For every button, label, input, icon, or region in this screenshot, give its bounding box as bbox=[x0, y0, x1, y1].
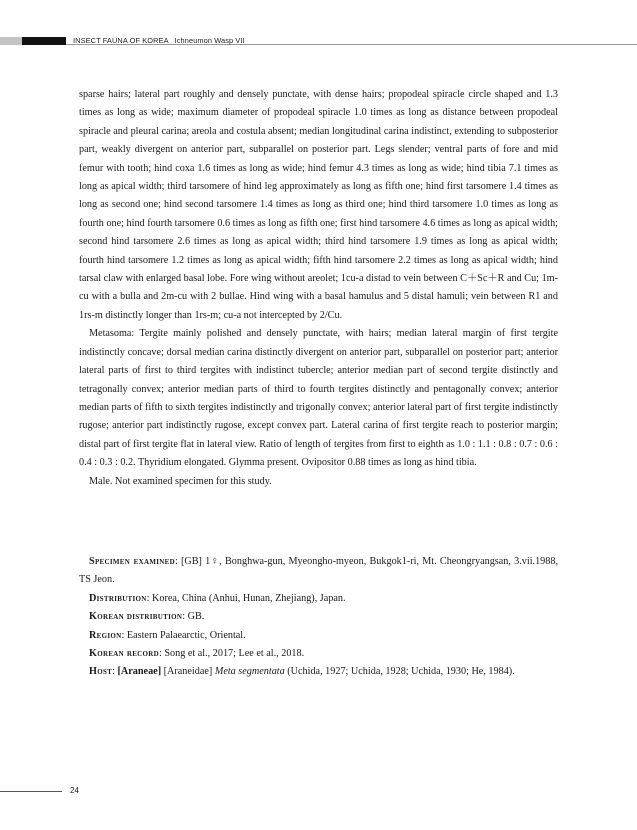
korean-record-entry bbox=[79, 645, 558, 663]
description-paragraph: sparse hairs; lateral part roughly and densely punctate, with dense hairs; propodeal spiracle circle shaped and 1.3 times as long as wide; maximum diameter of propodeal spiracle 1.0 times as long as distance between propodeal spiracle and pleural carina; areola and costula absent; median longitudinal carina indistinct, extending to subposterior part, weakly divergent on anterior part, subparallel on posterior part. Legs slender; ventral parts of fore and mid femur with tooth; hind coxa 1.6 times as long as wide; hind femur 4.3 times as long as wide; hind tibia 7.1 times as long as apical width; third tarsomere of hind leg approximately as long as fifth one; hind first tarsomere 1.4 times as long as second one; hind second tarsomere 1.4 times as long as third one; hind third tarsomere 1.0 times as long as fourth one; hind fourth tarsomere 0.6 times as long as fifth one; first hind tarsomere 4.6 times as long as apical width; second hind tarsomere 2.6 times as long as apical width; third hind tarsomere 1.9 times as long as apical width; fourth hind tarsomere 1.2 times as long as apical width; fifth hind tarsomere 2.2 times as long as apical width; hind tarsal claw with enlarged basal lobe. Fore wing without areolet; 1cu-a distad to vein between C＋Sc＋R and Cu; 1m-cu with a bulla and 2m-cu with 2 bullae. Hind wing with a basal hamulus and 5 distal hamuli; vein between R1 and 1rs-m distinctly longer than 1rs-m; cu-a not intercepted by 2/Cu. bbox=[79, 89, 558, 321]
running-header bbox=[73, 36, 245, 45]
metasoma-paragraph: Metasoma: Tergite mainly polished and densely punctate, with hairs; median lateral margin of first tergite indistinctly concave; dorsal median carina distinctly divergent on anterior part, subparallel on posterior part; anterior lateral parts of first to third tergites with indistinct tubercle; anterior median part of second tergite distinctly and tetragonally convex; anterior median parts of third to fourth tergites distinctly and pentagonally convex; anterior median parts of fifth to sixth tergites indistinctly and trigonally convex; anterior lateral part of first tergite indistinctly rugose; anterior part indistinctly rugose, except convex part. Lateral carina of first tergite reach to posterior margin; distal part of first tergite flat in lateral view. Ratio of length of tergites from first to eighth as 1.0 : 1.1 : 0.8 : 0.7 : 0.6 : 0.4 : 0.3 : 0.2. Thyridium elongated. Glymma present. Ovipositor 0.88 times as long as hind tibia. bbox=[79, 328, 558, 469]
specimen-examined-entry bbox=[79, 553, 558, 590]
korean-distribution-label: Korean distribution bbox=[89, 611, 183, 623]
host-label: Host bbox=[89, 666, 113, 678]
distribution-text: : Korea, China (Anhui, Hunan, Zhejiang), Japan. bbox=[146, 592, 346, 604]
page-number: 24 bbox=[70, 786, 79, 795]
male-paragraph: Male. Not examined specimen for this study. bbox=[89, 475, 272, 487]
specimen-records bbox=[79, 553, 558, 682]
korean-record-text: : Song et al., 2017; Lee et al., 2018. bbox=[159, 648, 305, 660]
header-black-bar bbox=[22, 37, 66, 45]
distribution-label: Distribution bbox=[89, 592, 147, 604]
specimen-examined-label: Specimen examined bbox=[89, 556, 175, 567]
distribution-entry bbox=[79, 590, 558, 608]
host-order: [Araneae] bbox=[117, 666, 162, 678]
host-entry bbox=[79, 663, 558, 681]
series-title: INSECT FAUNA OF KOREA bbox=[73, 36, 169, 45]
region-text: : Eastern Palaearctic, Oriental. bbox=[121, 629, 246, 641]
korean-distribution-entry bbox=[79, 608, 558, 626]
footer-rule bbox=[0, 791, 62, 792]
korean-record-label: Korean record bbox=[89, 648, 159, 660]
header-gray-bar bbox=[0, 37, 22, 45]
species-description bbox=[79, 86, 558, 491]
specimen-examined-text: : [GB] 1♀, Bonghwa-gun, Myeongho-myeon, Bukgok1-ri, Mt. Cheongryangsan, 3.vii.1988, TS Jeon. bbox=[79, 556, 558, 586]
region-label: Region bbox=[89, 629, 122, 641]
region-entry bbox=[79, 627, 558, 645]
host-colon: : bbox=[112, 666, 118, 678]
host-species: Meta segmentata bbox=[214, 666, 285, 678]
volume-title: Ichneumon Wasp VII bbox=[174, 36, 245, 45]
host-references: (Uchida, 1927; Uchida, 1928; Uchida, 1930; He, 1984). bbox=[284, 666, 515, 678]
host-family: [Araneidae] bbox=[161, 666, 215, 678]
korean-distribution-text: : GB. bbox=[182, 611, 205, 623]
